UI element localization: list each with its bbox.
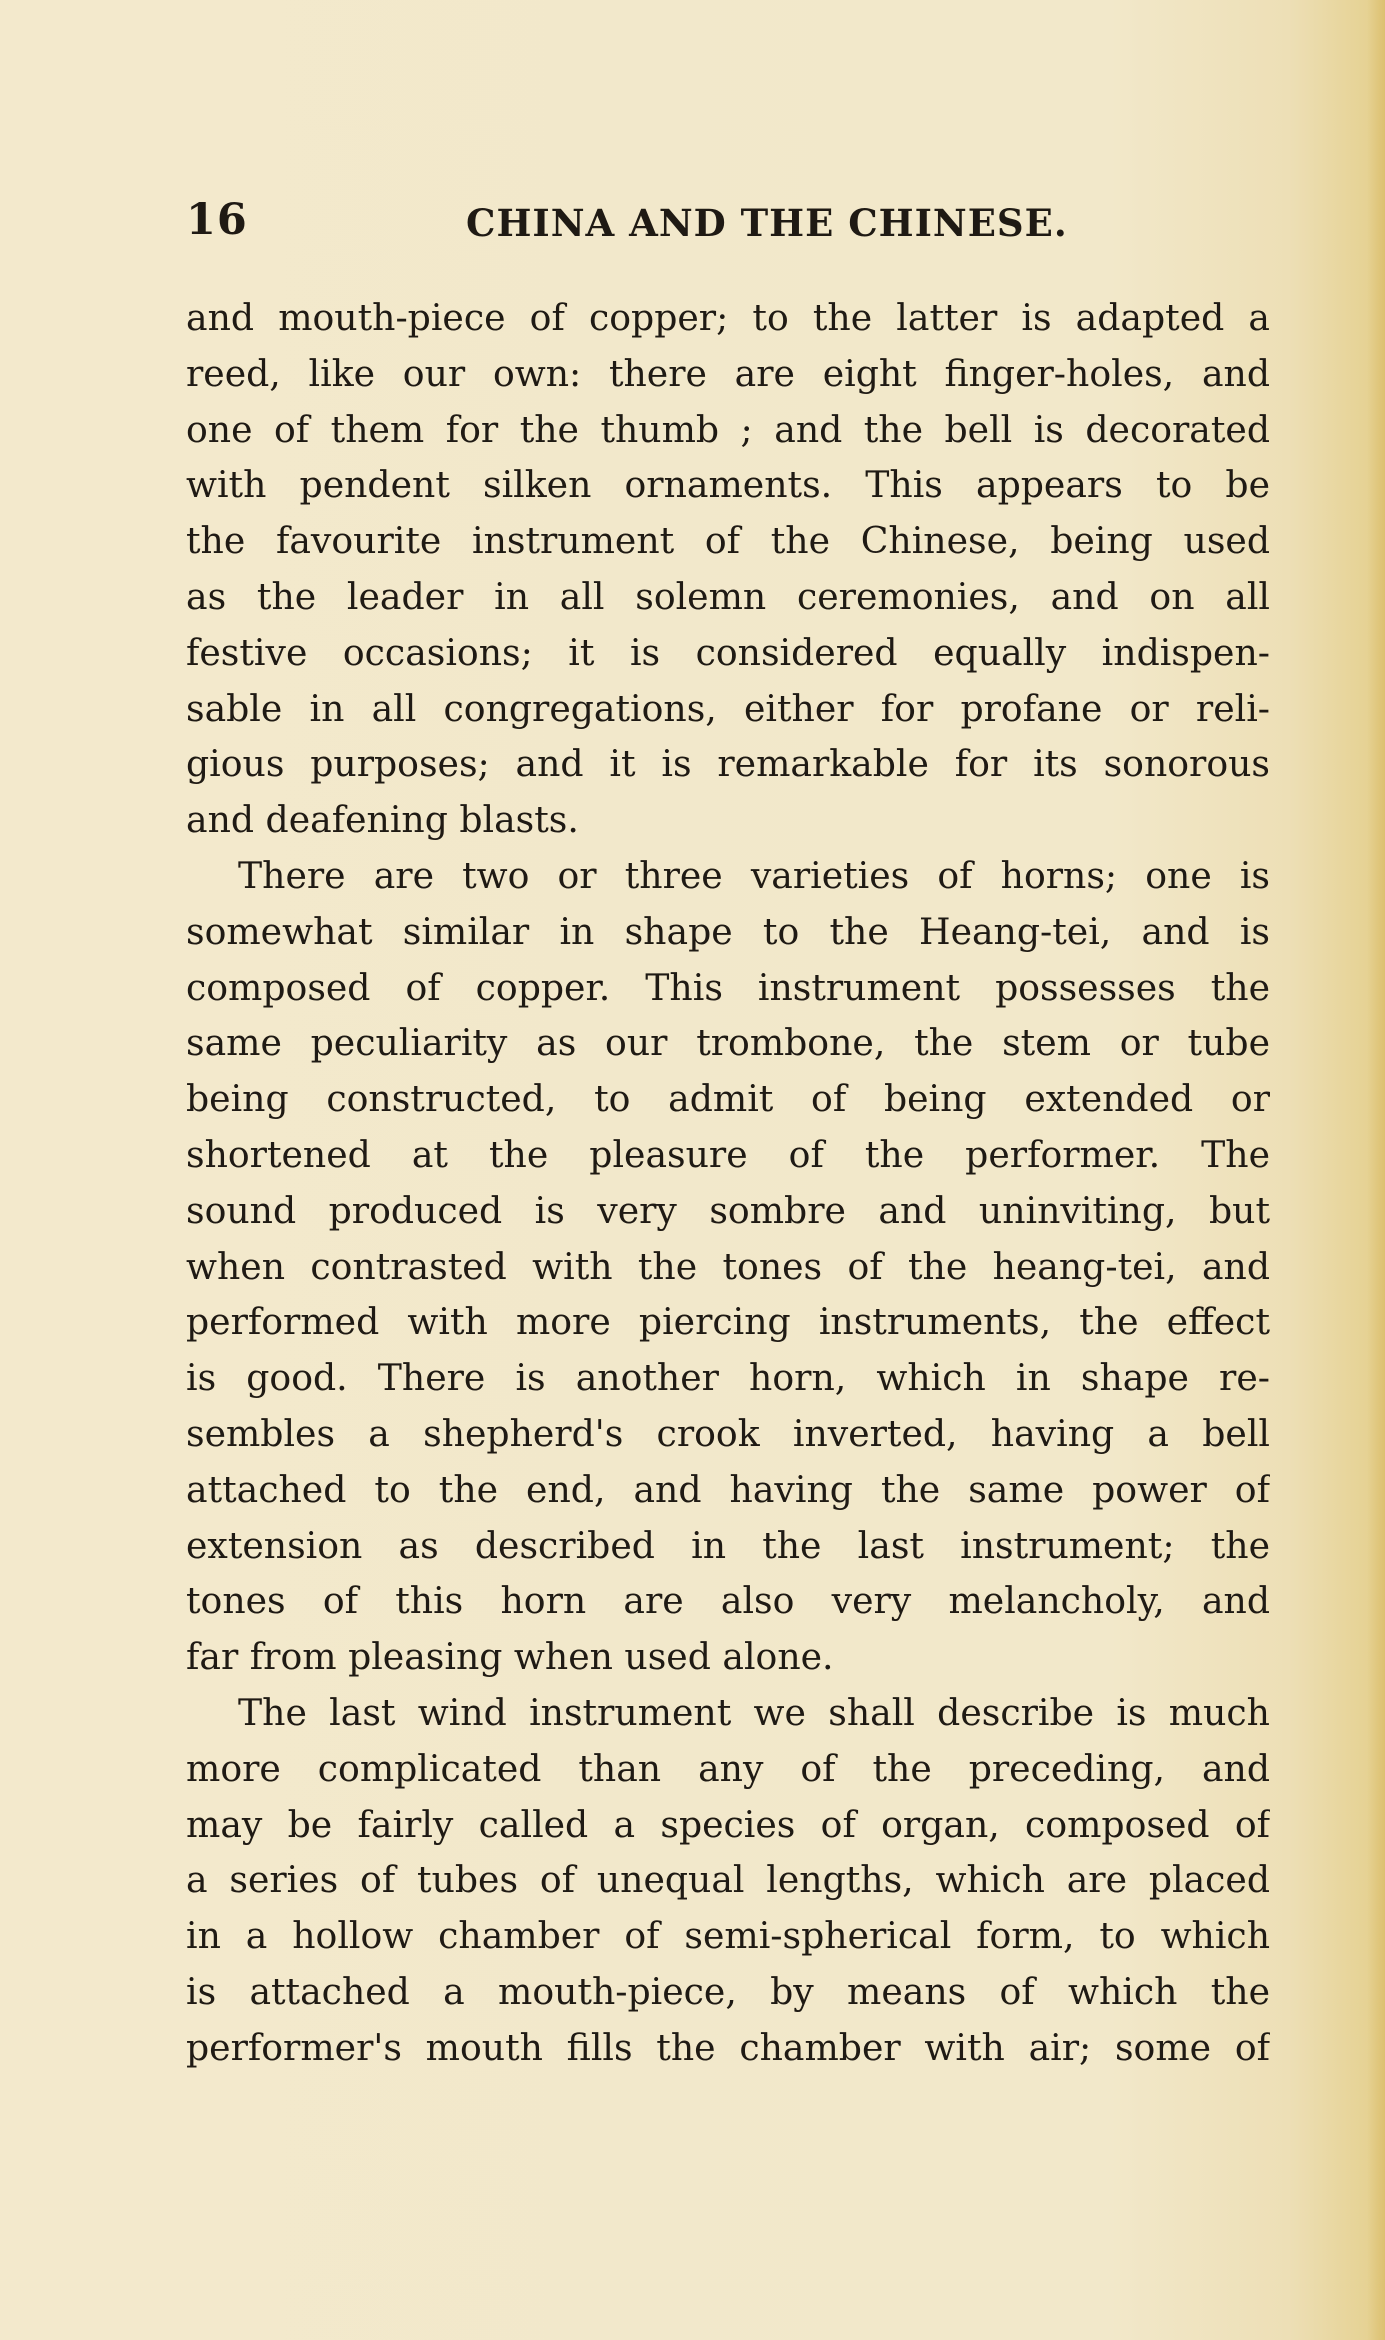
text-line: performer's mouth fills the chamber with air; some of	[186, 2025, 1270, 2069]
text-line: being constructed, to admit of being extended or	[186, 1077, 1270, 1121]
text-line: a series of tubes of unequal lengths, which are placed	[186, 1858, 1270, 1902]
text-line: gious purposes; and it is remarkable for its sonorous	[186, 742, 1270, 786]
running-title: CHINA AND THE CHINESE.	[466, 201, 1068, 245]
text-line: somewhat similar in shape to the Heang-tei, and is	[186, 909, 1270, 953]
text-line: is attached a mouth-piece, by means of which the	[186, 1969, 1270, 2013]
text-line: tones of this horn are also very melancholy, and	[186, 1579, 1270, 1623]
text-line: sound produced is very sombre and uninviting, but	[186, 1188, 1270, 1232]
text-line: sembles a shepherd's crook inverted, having a bell	[186, 1411, 1270, 1455]
text-line: with pendent silken ornaments. This appears to be	[186, 463, 1270, 507]
text-line: the favourite instrument of the Chinese, being used	[186, 519, 1270, 563]
text-line: composed of copper. This instrument possesses the	[186, 965, 1270, 1009]
page-number: 16	[186, 195, 248, 245]
text-line: and deafening blasts.	[186, 798, 579, 842]
text-line: shortened at the pleasure of the performer. The	[186, 1132, 1270, 1176]
text-line: reed, like our own: there are eight finger-holes, and	[186, 351, 1270, 395]
text-line: is good. There is another horn, which in shape re-	[186, 1356, 1270, 1400]
text-line: more complicated than any of the preceding, and	[186, 1746, 1270, 1790]
page-edge-shading	[1367, 0, 1385, 2340]
text-line: festive occasions; it is considered equally indispen-	[186, 630, 1270, 674]
text-line: in a hollow chamber of semi-spherical form, to which	[186, 1914, 1270, 1958]
text-line: sable in all congregations, either for profane or reli-	[186, 686, 1270, 730]
text-line: one of them for the thumb ; and the bell is decorated	[186, 407, 1270, 451]
text-line: attached to the end, and having the same power of	[186, 1467, 1270, 1511]
text-line: same peculiarity as our trombone, the stem or tube	[186, 1021, 1270, 1065]
body-text	[186, 290, 1270, 2076]
text-line: and mouth-piece of copper; to the latter is adapted a	[186, 296, 1270, 339]
text-line: There are two or three varieties of horns; one is	[238, 853, 1270, 897]
text-line: when contrasted with the tones of the heang-tei, and	[186, 1244, 1270, 1288]
text-line: far from pleasing when used alone.	[186, 1635, 834, 1679]
text-line: as the leader in all solemn ceremonies, and on all	[186, 574, 1270, 618]
page-header	[186, 195, 1270, 255]
text-line: may be fairly called a species of organ, composed of	[186, 1802, 1270, 1846]
text-line: The last wind instrument we shall describe is much	[238, 1690, 1270, 1734]
text-line: performed with more piercing instruments, the effect	[186, 1300, 1270, 1344]
text-line: extension as described in the last instrument; the	[186, 1523, 1270, 1567]
